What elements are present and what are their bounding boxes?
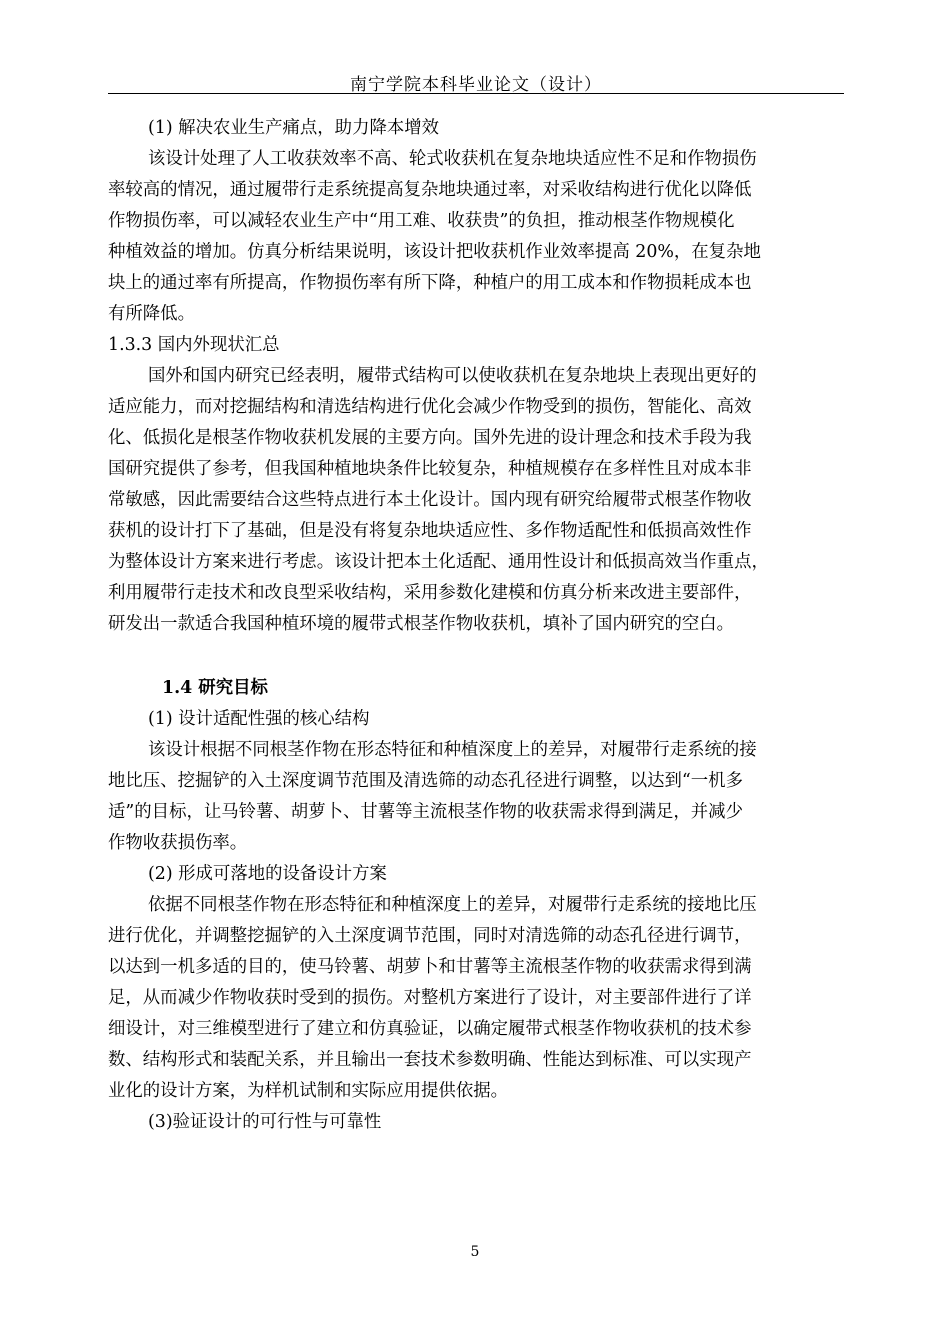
text-line: 适应能力，而对挖掘结构和清选结构进行优化会减少作物受到的损伤，智能化、高效 bbox=[108, 397, 752, 417]
text-line: 作物损伤率，可以减轻农业生产中“用工难、收获贵”的负担，推动根茎作物规模化 bbox=[108, 211, 735, 231]
text-line: (1) 设计适配性强的核心结构 bbox=[148, 709, 370, 729]
text-line: 地比压、挖掘铲的入土深度调节范围及清选筛的动态孔径进行调整，以达到“一机多 bbox=[108, 771, 743, 791]
text-line: 业化的设计方案，为样机试制和实际应用提供依据。 bbox=[108, 1081, 508, 1101]
text-line: 依据不同根茎作物在形态特征和种植深度上的差异，对履带行走系统的接地比压 bbox=[148, 895, 757, 915]
text-line: 常敏感，因此需要结合这些特点进行本土化设计。国内现有研究给履带式根茎作物收 bbox=[108, 490, 752, 510]
text-line: 种植效益的增加。仿真分析结果说明，该设计把收获机作业效率提高 20%，在复杂地 bbox=[108, 242, 761, 262]
text-line: 该设计处理了人工收获效率不高、轮式收获机在复杂地块适应性不足和作物损伤 bbox=[148, 149, 757, 169]
text-line: 作物收获损伤率。 bbox=[108, 833, 248, 853]
text-line: 国研究提供了参考，但我国种植地块条件比较复杂，种植规模存在多样性且对成本非 bbox=[108, 459, 752, 479]
text-line: 足，从而减少作物收获时受到的损伤。对整机方案进行了设计，对主要部件进行了详 bbox=[108, 988, 752, 1008]
text-line: (3)验证设计的可行性与可靠性 bbox=[148, 1112, 382, 1132]
text-line: 以达到一机多适的目的，使马铃薯、胡萝卜和甘薯等主流根茎作物的收获需求得到满 bbox=[108, 957, 752, 977]
header-rule bbox=[108, 93, 844, 94]
text-line: 为整体设计方案来进行考虑。该设计把本土化适配、通用性设计和低损高效当作重点， bbox=[108, 552, 769, 572]
text-line: 细设计，对三维模型进行了建立和仿真验证，以确定履带式根茎作物收获机的技术参 bbox=[108, 1019, 752, 1039]
text-line: 1.3.3 国内外现状汇总 bbox=[108, 335, 280, 355]
text-line: 进行优化，并调整挖掘铲的入土深度调节范围，同时对清选筛的动态孔径进行调节， bbox=[108, 926, 752, 946]
text-line: 国外和国内研究已经表明，履带式结构可以使收获机在复杂地块上表现出更好的 bbox=[148, 366, 757, 386]
text-line: (1) 解决农业生产痛点，助力降本增效 bbox=[148, 118, 440, 138]
page-number: 5 bbox=[470, 1244, 480, 1260]
text-line: 化、低损化是根茎作物收获机发展的主要方向。国外先进的设计理念和技术手段为我 bbox=[108, 428, 752, 448]
text-line: 有所降低。 bbox=[108, 304, 195, 324]
text-line: 块上的通过率有所提高，作物损伤率有所下降，种植户的用工成本和作物损耗成本也 bbox=[108, 273, 752, 293]
text-line: 率较高的情况，通过履带行走系统提高复杂地块通过率，对采收结构进行优化以降低 bbox=[108, 180, 752, 200]
text-line: 数、结构形式和装配关系，并且输出一套技术参数明确、性能达到标准、可以实现产 bbox=[108, 1050, 752, 1070]
text-line: 该设计根据不同根茎作物在形态特征和种植深度上的差异，对履带行走系统的接 bbox=[148, 740, 757, 760]
section-heading: 1.4 研究目标 bbox=[162, 678, 268, 698]
text-line: 研发出一款适合我国种植环境的履带式根茎作物收获机，填补了国内研究的空白。 bbox=[108, 614, 735, 634]
page-header-title: 南宁学院本科毕业论文（设计） bbox=[350, 75, 602, 95]
text-line: 适”的目标，让马铃薯、胡萝卜、甘薯等主流根茎作物的收获需求得到满足，并减少 bbox=[108, 802, 743, 822]
text-line: 获机的设计打下了基础，但是没有将复杂地块适应性、多作物适配性和低损高效性作 bbox=[108, 521, 752, 541]
text-line: 利用履带行走技术和改良型采收结构，采用参数化建模和仿真分析来改进主要部件， bbox=[108, 583, 752, 603]
text-line: (2) 形成可落地的设备设计方案 bbox=[148, 864, 387, 884]
